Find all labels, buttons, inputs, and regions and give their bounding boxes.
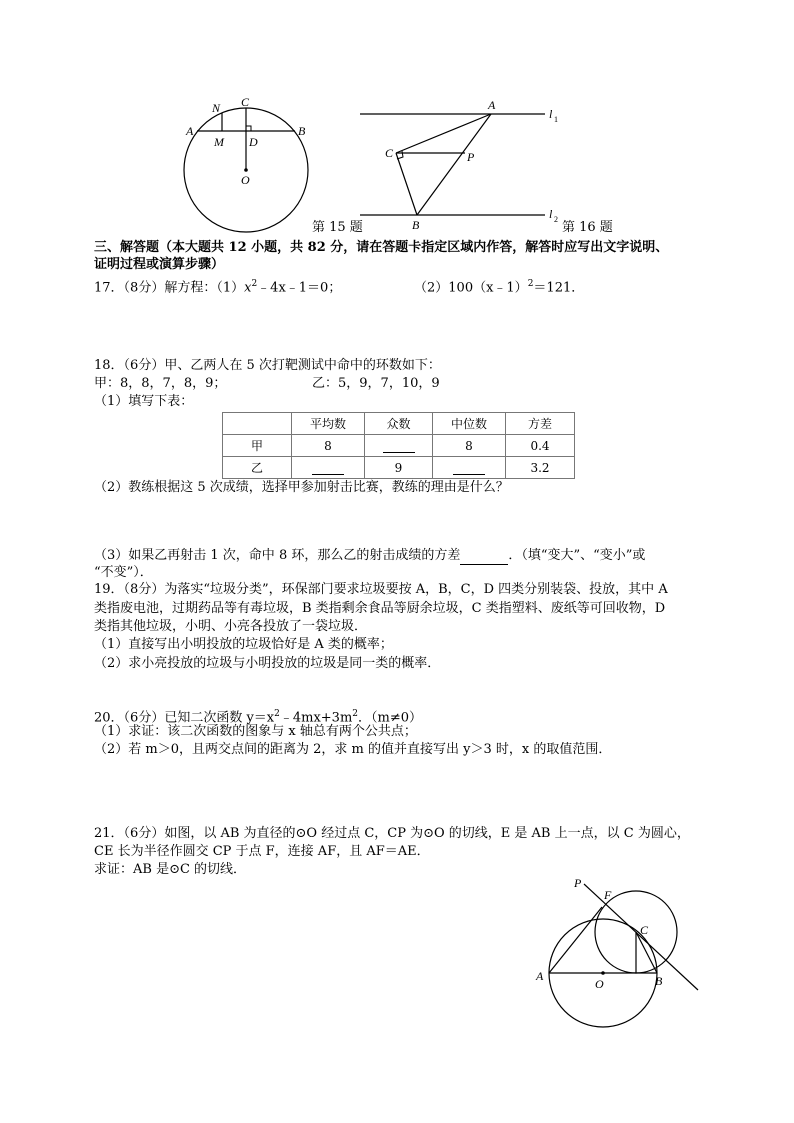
q19-line1: 19．（8分）为落实“垃圾分类”，环保部门要求垃圾要按 A，B，C，D 四类分别装袋、投放，其中 A [94, 582, 668, 597]
q18-part3-text-a: （3）如果乙再射击 1 次，命中 8 环，那么乙的射击成绩的方差 [94, 548, 461, 563]
q20-text-b: ﹣4mx+3m [279, 710, 353, 726]
table-cell: 8 [433, 435, 506, 457]
fig15-label-d: D [249, 135, 258, 149]
q17-eq1-var: x [244, 280, 252, 296]
fig21-label-a: A [536, 969, 544, 983]
fig21-label-c: C [640, 923, 649, 937]
q19-line3: 类指其他垃圾，小明、小亮各投放了一袋垃圾． [94, 619, 368, 634]
q18-yi-scores: 乙：5，9，7，10，9 [312, 376, 440, 391]
table-header-cell: 众数 [365, 413, 433, 435]
fig15-label-o: O [241, 173, 250, 187]
q21-line1: 21．（6分）如图，以 AB 为直径的⊙O 经过点 C，CP 为⊙O 的切线，E 是 AB 上一点，以 C 为圆心， [94, 826, 690, 841]
q19-line2: 类指废电池，过期药品等有毒垃圾，B 类指剩余食品等厨余垃圾，C 类指塑料、废纸等可回收物，D [94, 601, 666, 616]
q17-eq2-b: ＝121． [533, 280, 585, 296]
fig21-segment-af [549, 907, 602, 973]
q17-eq2-exp: 2 [527, 279, 534, 289]
table-header-cell: 方差 [506, 413, 575, 435]
q18-stem: 18．（6分）甲、乙两人在 5 次打靶测试中命中的环数如下： [94, 358, 441, 373]
fig16-label-a: A [488, 98, 496, 112]
q17-eq2-a: （2）100（x﹣1） [414, 280, 528, 296]
q19-part1: （1）直接写出小明投放的垃圾恰好是 A 类的概率； [94, 637, 393, 652]
q20-exp2: 2 [352, 709, 359, 719]
fig16-label-b: B [412, 218, 420, 232]
table-cell: 3.2 [506, 457, 575, 479]
table-header-cell: 平均数 [292, 413, 365, 435]
q19-part2: （2）求小亮投放的垃圾与小明投放的垃圾是同一类的概率． [94, 656, 441, 671]
q18-part1: （1）填写下表： [94, 394, 194, 409]
fig21-segment-cb [636, 932, 657, 973]
q20-exp1: 2 [274, 709, 280, 719]
fig16-label-l2: l [549, 207, 553, 221]
fig21-label-o: O [595, 977, 604, 991]
q17-eq1-rest: ﹣4x﹣1＝0； [257, 280, 342, 296]
fig21-point-o [601, 971, 605, 975]
table-header-cell: 中位数 [433, 413, 506, 435]
table-cell: 乙 [223, 457, 292, 479]
q18-jia-scores: 甲：8，8，7，8，9； [94, 376, 227, 391]
fig21-label-p: P [574, 876, 582, 890]
section-3-heading-line1: 三、解答题（本大题共 12 小题，共 82 分，请在答题卡指定区域内作答，解答时应写出文字说明、 [94, 240, 669, 255]
table-cell: 8 [292, 435, 365, 457]
fig16-label-l2-sub: 2 [554, 215, 558, 224]
q20-part2: （2）若 m＞0，且两交点间的距离为 2，求 m 的值并直接写出 y＞3 时，x 的取值范围． [94, 742, 612, 757]
q18-part3-text-b: ．（填“变大”、“变小”或 [508, 548, 646, 563]
q21-line3: 求证：AB 是⊙C 的切线． [94, 862, 247, 877]
fig16-label-l1-sub: 1 [554, 115, 558, 124]
table-cell: 甲 [223, 435, 292, 457]
table-cell: 0.4 [506, 435, 575, 457]
fig15-label-n: N [212, 101, 221, 115]
fig21-label-f: F [604, 888, 612, 902]
fig15-label-c: C [241, 95, 250, 109]
fig15-label-a: A [186, 124, 194, 138]
fig21-label-b: B [655, 974, 663, 988]
q20-text-c: ．（m≠0） [358, 710, 423, 726]
fig21-tangent-cp [584, 884, 698, 990]
q21-line2: CE 长为半径作圆交 CP 于点 F，连接 AF，且 AF＝AE． [94, 844, 430, 859]
fig16-label-l1: l [549, 107, 553, 121]
fig16-label-p: P [467, 150, 475, 164]
q20-part1: （1）求证：该二次函数的图象与 x 轴总有两个公共点； [94, 724, 417, 739]
fig15-label-m: M [214, 135, 224, 149]
q17-eq1-exp: 2 [251, 279, 258, 289]
fig15-caption: 第 15 题 [312, 220, 363, 235]
q20-text-a: 20．（6分）已知二次函数 y＝x [94, 710, 275, 726]
fig16-caption: 第 16 题 [562, 220, 613, 235]
q18-part2: （2）教练根据这 5 次成绩，选择甲参加射击比赛，教练的理由是什么？ [94, 480, 509, 495]
section-3-heading-line2: 证明过程或演算步骤） [94, 257, 225, 272]
fig16-label-c: C [385, 146, 394, 160]
table-cell: 9 [365, 457, 433, 479]
fig15-label-b: B [298, 124, 306, 138]
q17-stem: 17．（8分）解方程：（1） [94, 280, 245, 296]
q18-part3-cont: “不变”）． [94, 565, 153, 580]
